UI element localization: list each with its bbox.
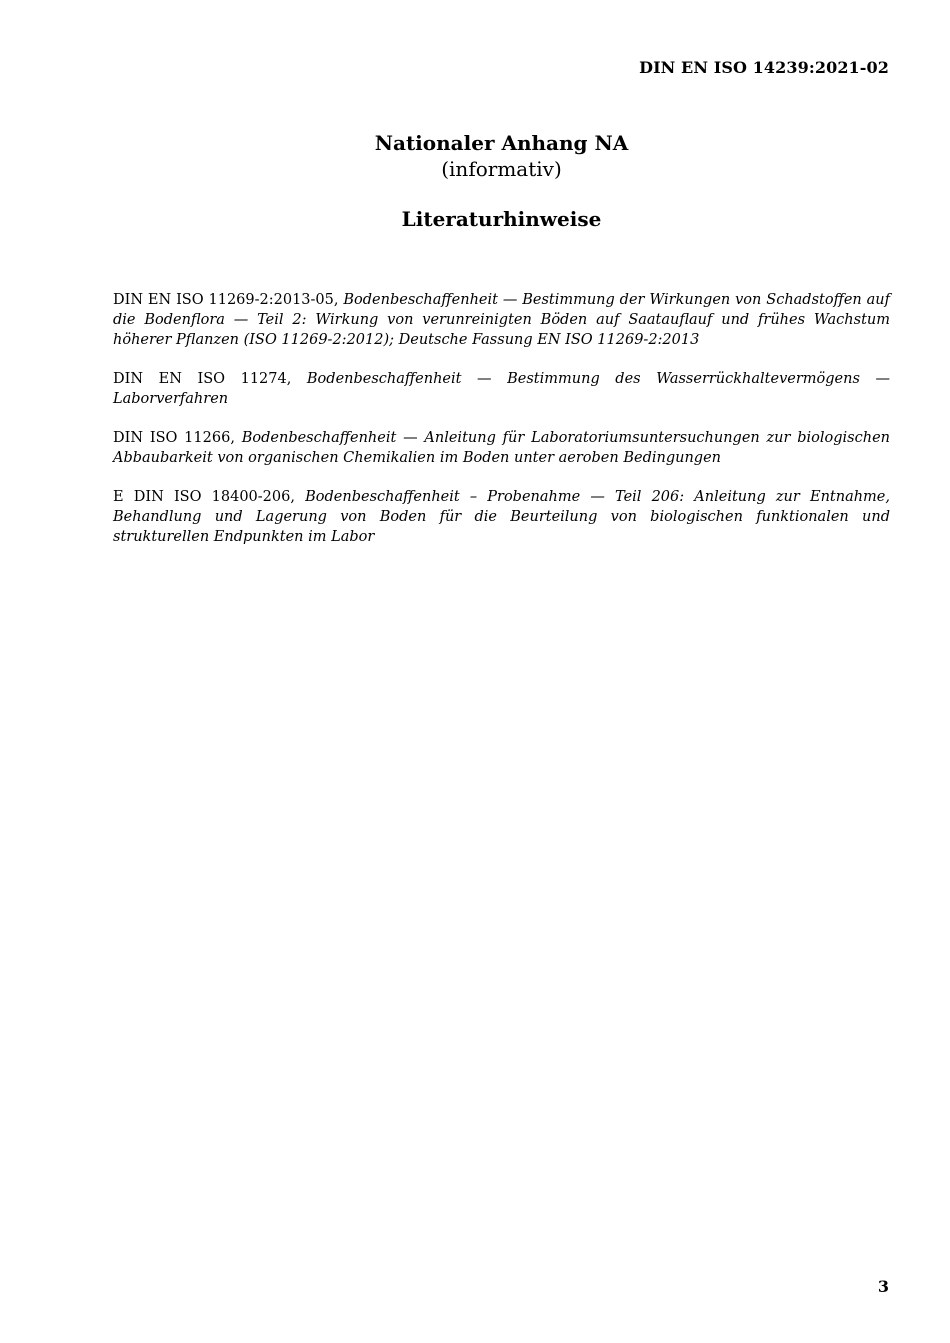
reference-list [113,290,890,566]
reference-code: DIN EN ISO 11269-2:2013-05, [113,292,344,308]
annex-title: Nationaler Anhang NA [374,131,629,155]
section-title: Literaturhinweise [401,207,602,231]
reference-code: E DIN ISO 18400-206, [113,489,306,505]
reference-title: Bodenbeschaffenheit – Probenahme — Teil 206: Anleitung zur Entnahme, Behandlung und Lagerung von Boden für die Beurteilung von biologischen funktionalen und strukturellen Endpunkten im Labor [113,489,890,545]
reference-code: DIN ISO 11266, [113,430,242,446]
annex-heading [0,130,950,182]
reference-title: Bodenbeschaffenheit — Bestimmung des Wasserrückhaltevermögens — Laborverfahren [113,371,890,407]
reference-item [113,487,890,547]
reference-item [113,290,890,350]
reference-title: Bodenbeschaffenheit — Anleitung für Laboratoriumsuntersuchungen zur biologischen Abbaubarkeit von organischen Chemikalien im Boden unter aeroben Bedingungen [113,430,891,466]
reference-code: DIN EN ISO 11274, [113,371,307,387]
reference-item [113,428,890,468]
reference-title: Bodenbeschaffenheit — Bestimmung der Wirkungen von Schadstoffen auf die Bodenflora — Teil 2: Wirkung von verunreinigten Böden auf Saatauflauf und frühes Wachstum höherer Pflanzen (ISO 11269-2:2012); Deutsche Fassung EN ISO 11269-2:2013 [113,292,890,348]
reference-item [113,369,890,409]
annex-subtitle: (informativ) [441,157,562,181]
document-id: DIN EN ISO 14239:2021-02 [639,58,889,77]
page-number: 3 [877,1277,889,1296]
